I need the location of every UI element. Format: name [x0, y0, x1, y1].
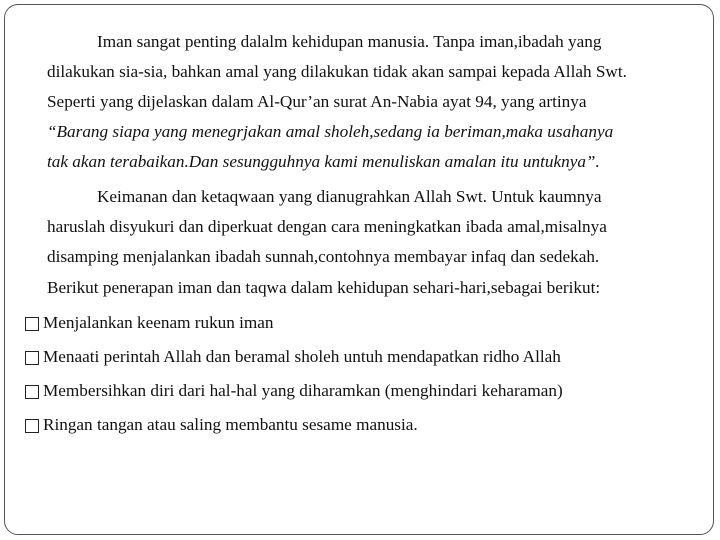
quote-line: “Barang siapa yang menegrjakan amal sholeh,sedang ia beriman,maka usahanya	[47, 122, 614, 141]
list-item-text: Menjalankan keenam rukun iman	[43, 313, 274, 332]
paragraph-2-line: Keimanan dan ketaqwaan yang dianugrahkan Allah Swt. Untuk kaumnya	[97, 187, 602, 206]
list-item	[25, 379, 563, 403]
paragraph-1-line: Seperti yang dijelaskan dalam Al-Qur’an surat An-Nabia ayat 94, yang artinya	[47, 92, 587, 111]
checkbox-bullet-icon	[25, 351, 39, 365]
paragraph-2-line: haruslah disyukuri dan diperkuat dengan cara meningkatkan ibada amal,misalnya	[47, 217, 607, 236]
list-item-text: Ringan tangan atau saling membantu sesame manusia.	[43, 415, 418, 434]
paragraph-2	[47, 182, 687, 272]
quote-line: tak akan terabaikan.Dan sesungguhnya kami menuliskan amalan itu untuknya”.	[47, 152, 600, 171]
list-item	[25, 413, 418, 437]
list-item-text: Menaati perintah Allah dan beramal sholeh untuh mendapatkan ridho Allah	[43, 347, 561, 366]
checkbox-bullet-icon	[25, 317, 39, 331]
list-item-text: Membersihkan diri dari hal-hal yang diharamkan (menghindari keharaman)	[43, 381, 563, 400]
paragraph-1-line: Iman sangat penting dalalm kehidupan manusia. Tanpa iman,ibadah yang	[97, 32, 602, 51]
list-item	[25, 311, 274, 335]
checkbox-bullet-icon	[25, 419, 39, 433]
paragraph-1	[47, 27, 687, 117]
intro-line: Berikut penerapan iman dan taqwa dalam kehidupan sehari-hari,sebagai berikut:	[47, 278, 601, 297]
paragraph-1-line: dilakukan sia-sia, bahkan amal yang dilakukan tidak akan sampai kepada Allah Swt.	[47, 62, 627, 81]
list-item	[25, 345, 561, 369]
quote-paragraph	[47, 117, 687, 177]
checkbox-bullet-icon	[25, 385, 39, 399]
intro-paragraph	[47, 273, 687, 303]
paragraph-2-line: disamping menjalankan ibadah sunnah,contohnya membayar infaq dan sedekah.	[47, 247, 600, 266]
